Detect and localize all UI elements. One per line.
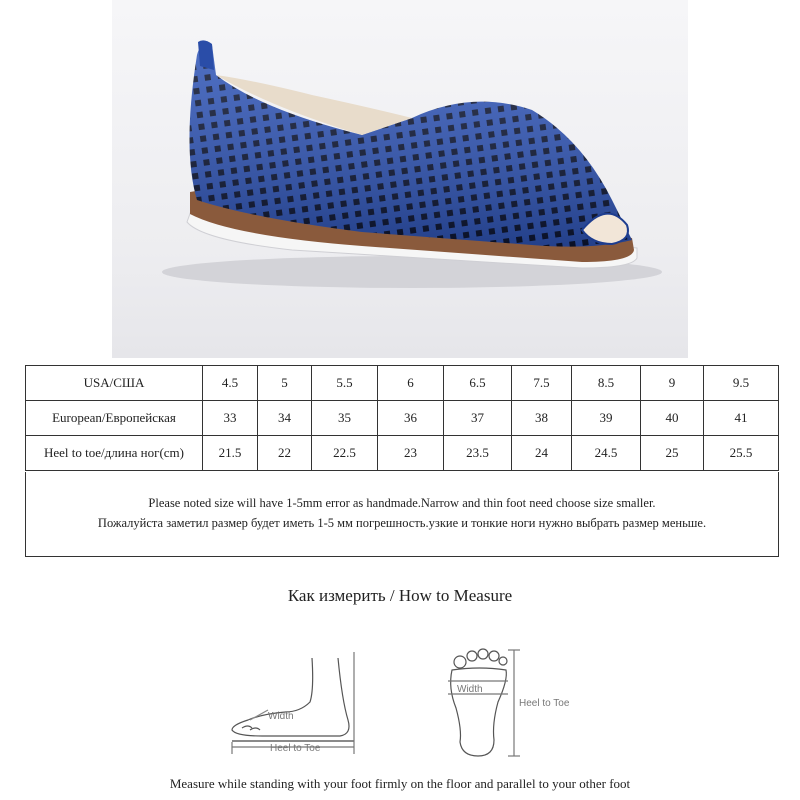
table-cell: 25 <box>641 436 704 471</box>
top-length-label: Heel to Toe <box>519 698 570 709</box>
table-cell: 23.5 <box>444 436 512 471</box>
table-cell: 37 <box>444 401 512 436</box>
table-cell: 8.5 <box>572 366 641 401</box>
shoe-image <box>112 0 688 358</box>
table-cell: 21.5 <box>203 436 258 471</box>
table-cell: 34 <box>258 401 312 436</box>
note-english: Please noted size will have 1-5mm error as handmade.Narrow and thin foot need choose size smaller. <box>148 496 656 510</box>
table-cell: 39 <box>572 401 641 436</box>
table-cell: 5.5 <box>312 366 378 401</box>
side-foot-icon <box>232 658 349 736</box>
table-cell: 35 <box>312 401 378 436</box>
size-note <box>25 472 779 557</box>
table-row <box>26 436 779 471</box>
table-row <box>26 401 779 436</box>
table-cell: 9.5 <box>704 366 779 401</box>
table-cell: 6 <box>378 366 444 401</box>
row-label: European/Европейская <box>26 401 203 436</box>
measure-instruction: Measure while standing with your foot firmly on the floor and parallel to your other foot <box>169 776 631 791</box>
table-cell: 22 <box>258 436 312 471</box>
size-table <box>25 365 779 471</box>
measure-diagrams <box>0 640 800 770</box>
table-cell: 41 <box>704 401 779 436</box>
product-photo <box>112 0 688 358</box>
side-foot-diagram <box>232 652 354 754</box>
table-cell: 23 <box>378 436 444 471</box>
table-cell: 36 <box>378 401 444 436</box>
table-cell: 4.5 <box>203 366 258 401</box>
row-label: Heel to toe/длина ног(cm) <box>26 436 203 471</box>
top-width-label: Width <box>457 684 483 695</box>
row-label: USA/США <box>26 366 203 401</box>
table-cell: 5 <box>258 366 312 401</box>
side-length-label: Heel to Toe <box>270 743 321 754</box>
table-cell: 40 <box>641 401 704 436</box>
table-cell: 38 <box>512 401 572 436</box>
how-to-measure-title: Как измерить / How to Measure <box>287 586 513 605</box>
table-cell: 6.5 <box>444 366 512 401</box>
table-cell: 22.5 <box>312 436 378 471</box>
top-foot-diagram <box>448 649 520 756</box>
table-cell: 24 <box>512 436 572 471</box>
table-cell: 25.5 <box>704 436 779 471</box>
table-cell: 9 <box>641 366 704 401</box>
table-cell: 33 <box>203 401 258 436</box>
note-russian: Пожалуйста заметил размер будет иметь 1-5 мм погрешность.узкие и тонкие ноги нужно выбрать размер меньше. <box>97 516 707 530</box>
table-cell: 7.5 <box>512 366 572 401</box>
side-width-label: Width <box>268 711 294 722</box>
table-row <box>26 366 779 401</box>
table-cell: 24.5 <box>572 436 641 471</box>
